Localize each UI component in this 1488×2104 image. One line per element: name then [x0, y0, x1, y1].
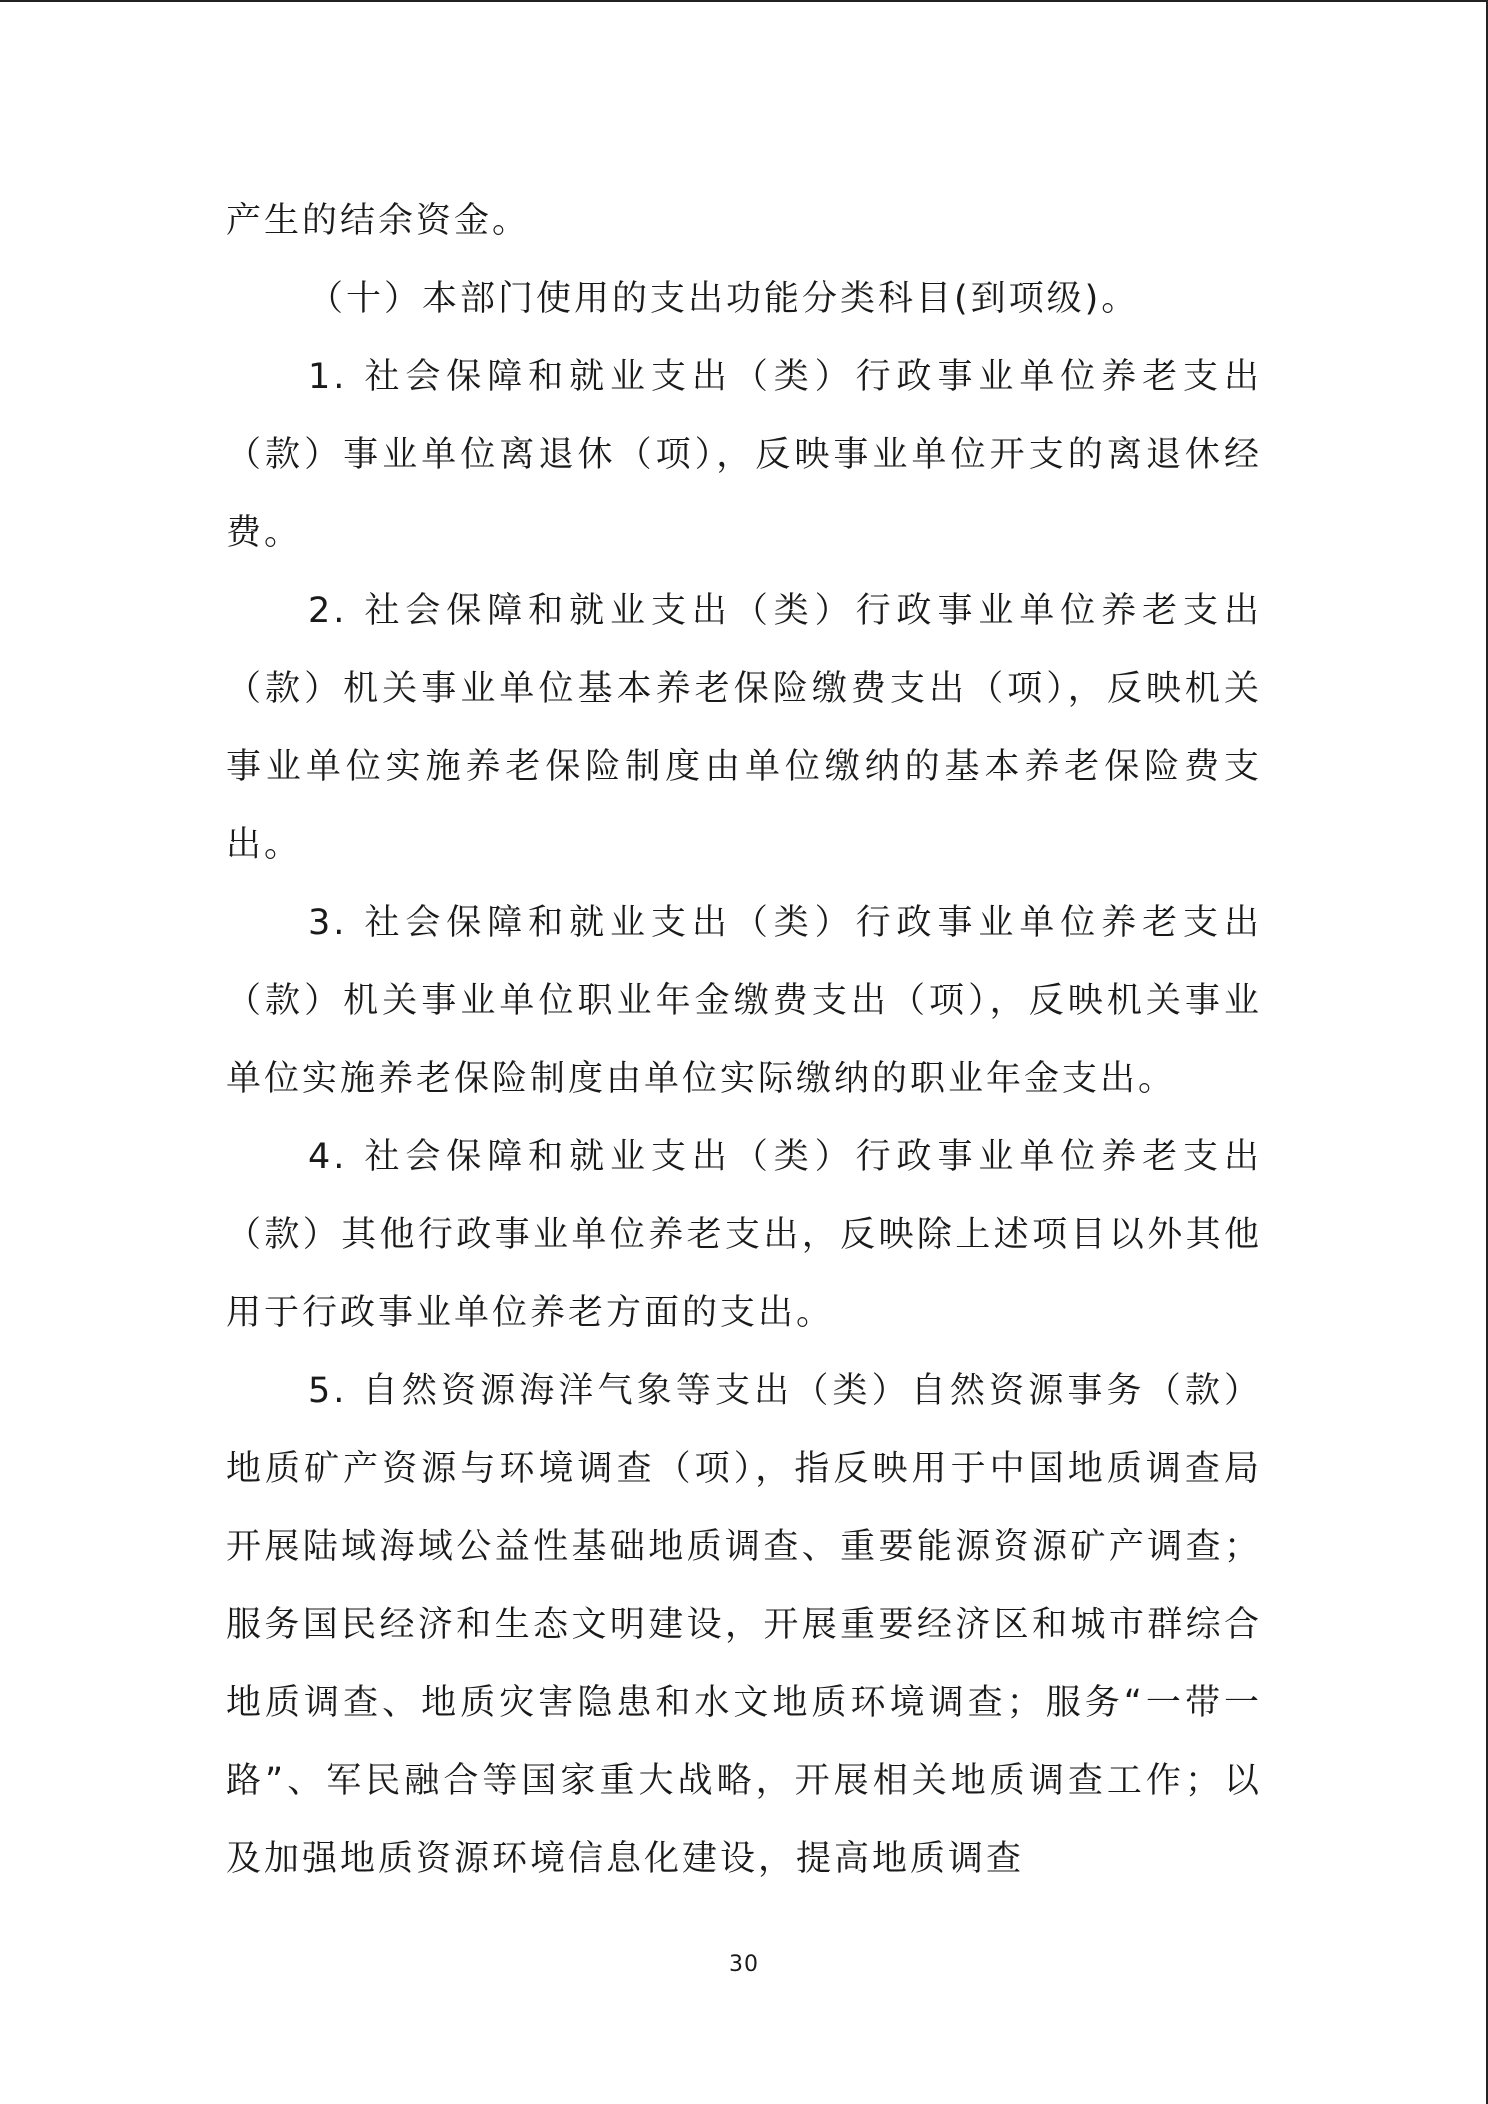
paragraph-item-1: 1. 社会保障和就业支出（类）行政事业单位养老支出（款）事业单位离退休（项），反映事业单位开支的离退休经费。: [226, 357, 1262, 553]
paragraph-item-3: 3. 社会保障和就业支出（类）行政事业单位养老支出（款）机关事业单位职业年金缴费支出（项），反映机关事业单位实施养老保险制度由单位实际缴纳的职业年金支出。: [226, 903, 1262, 1099]
paragraph-item-5: 5. 自然资源海洋气象等支出（类）自然资源事务（款）地质矿产资源与环境调查（项），指反映用于中国地质调查局开展陆域海域公益性基础地质调查、重要能源资源矿产调查；服务国民经济和生态文明建设，开展重要经济区和城市群综合地质调查、地质灾害隐患和水文地质环境调查；服务“一带一路”、军民融合等国家重大战略，开展相关地质调查工作；以及加强地质资源环境信息化建设，提高地质调查: [226, 1371, 1262, 1879]
document-body: [226, 182, 1262, 1898]
paragraph-item-2: 2. 社会保障和就业支出（类）行政事业单位养老支出（款）机关事业单位基本养老保险缴费支出（项），反映机关事业单位实施养老保险制度由单位缴纳的基本养老保险费支出。: [226, 591, 1262, 865]
paragraph-continuation: 产生的结余资金。: [226, 201, 531, 241]
paragraph-section-heading: （十）本部门使用的支出功能分类科目(到项级)。: [308, 279, 1140, 319]
page-number: 30: [729, 1952, 759, 1977]
paragraph-item-4: 4. 社会保障和就业支出（类）行政事业单位养老支出（款）其他行政事业单位养老支出，反映除上述项目以外其他用于行政事业单位养老方面的支出。: [226, 1137, 1262, 1333]
page-top-border: [0, 0, 1488, 2]
